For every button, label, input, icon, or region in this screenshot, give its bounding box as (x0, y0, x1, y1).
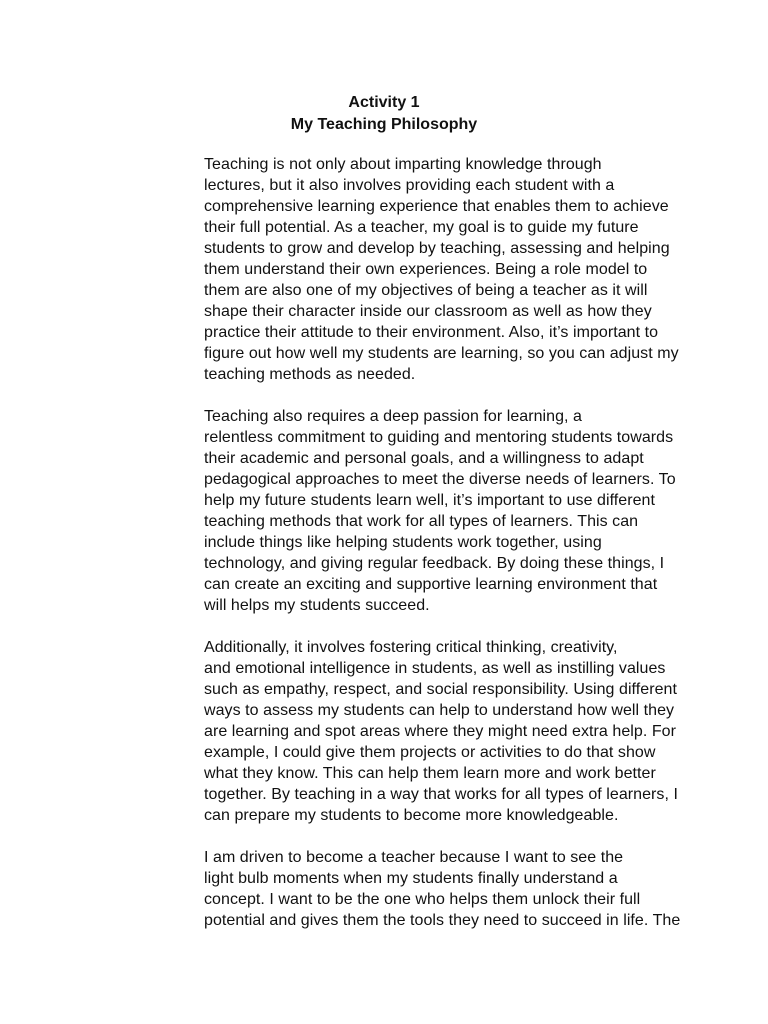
paragraph-line: lectures, but it also involves providing each student with a (204, 177, 615, 194)
paragraph-line: can prepare my students to become more knowledgeable. (204, 807, 619, 824)
paragraph-line: and emotional intelligence in students, as well as instilling values (204, 660, 666, 677)
paragraph-line: pedagogical approaches to meet the diverse needs of learners. To (204, 471, 676, 488)
paragraph-line: their academic and personal goals, and a willingness to adapt (204, 450, 644, 467)
paragraph-line: figure out how well my students are learning, so you can adjust my (204, 345, 679, 362)
paragraph-3 (158, 637, 688, 826)
paragraph-4 (158, 847, 688, 931)
paragraph-line: shape their character inside our classroom as well as how they (204, 303, 652, 320)
paragraph-line: them are also one of my objectives of being a teacher as it will (204, 282, 648, 299)
paragraph-line: practice their attitude to their environment. Also, it’s important to (204, 324, 659, 341)
paragraph-line: their full potential. As a teacher, my goal is to guide my future (204, 219, 639, 236)
paragraph-line: students to grow and develop by teaching, assessing and helping (204, 240, 670, 257)
paragraph-line: together. By teaching in a way that works for all types of learners, I (204, 786, 678, 803)
paragraph-line: technology, and giving regular feedback. By doing these things, I (204, 555, 665, 572)
document-title: My Teaching Philosophy (290, 116, 478, 133)
paragraph-line: comprehensive learning experience that enables them to achieve (204, 198, 669, 215)
paragraph-1 (158, 154, 688, 385)
paragraph-line: Teaching also requires a deep passion for learning, a (204, 408, 583, 425)
paragraph-line: ways to assess my students can help to understand how well they (204, 702, 675, 719)
paragraph-line: example, I could give them projects or activities to do that show (204, 744, 656, 761)
paragraph-line: what they know. This can help them learn more and work better (204, 765, 656, 782)
paragraph-line: relentless commitment to guiding and mentoring students towards (204, 429, 674, 446)
document-body (158, 154, 688, 952)
paragraph-line: teaching methods that work for all types of learners. This can (204, 513, 639, 530)
activity-label: Activity 1 (348, 94, 420, 111)
paragraph-line: I am driven to become a teacher because I want to see the (204, 849, 624, 866)
paragraph-line: can create an exciting and supportive learning environment that (204, 576, 658, 593)
paragraph-line: light bulb moments when my students finally understand a (204, 870, 618, 887)
paragraph-line: include things like helping students work together, using (204, 534, 602, 551)
paragraph-line: will helps my students succeed. (204, 597, 430, 614)
paragraph-line: Additionally, it involves fostering critical thinking, creativity, (204, 639, 618, 656)
paragraph-line: them understand their own experiences. Being a role model to (204, 261, 648, 278)
paragraph-line: concept. I want to be the one who helps them unlock their full (204, 891, 641, 908)
paragraph-line: Teaching is not only about imparting knowledge through (204, 156, 602, 173)
paragraph-line: are learning and spot areas where they might need extra help. For (204, 723, 676, 740)
paragraph-line: teaching methods as needed. (204, 366, 416, 383)
paragraph-2 (158, 406, 688, 616)
document-header (0, 92, 768, 136)
paragraph-line: potential and gives them the tools they need to succeed in life. The (204, 912, 681, 929)
paragraph-line: help my future students learn well, it’s important to use different (204, 492, 655, 509)
paragraph-line: such as empathy, respect, and social responsibility. Using different (204, 681, 677, 698)
